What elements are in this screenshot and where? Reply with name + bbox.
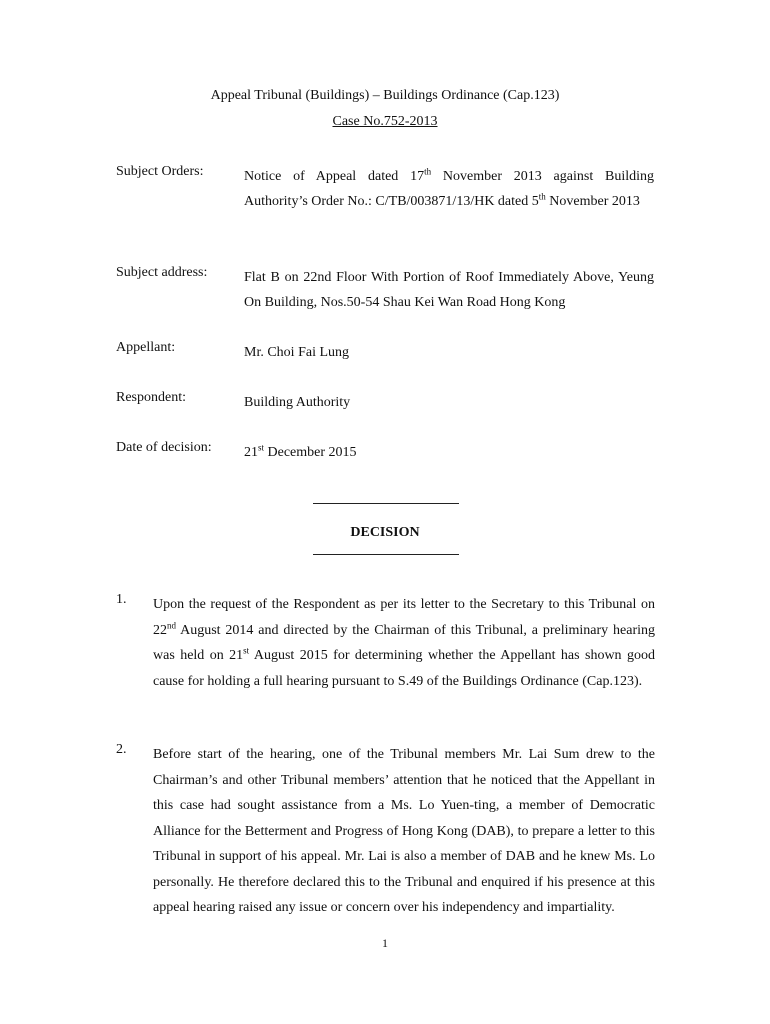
field-label: Respondent: [116, 390, 186, 405]
case-number: Case No.752-2013 [332, 114, 438, 129]
field-label: Subject Orders: [116, 164, 204, 179]
field-value [244, 440, 654, 465]
field-label: Appellant: [116, 340, 176, 355]
page-number: 1 [382, 936, 388, 950]
paragraph-text [153, 592, 655, 694]
field-text: November 2013 against Building Authority’s Order No.: C/TB/003871/13/HK dated 5 [244, 169, 654, 209]
field-text: 21 [244, 445, 258, 460]
field-text: Notice of Appeal dated 17 [244, 169, 425, 184]
paragraph-text: Before start of the hearing, one of the Tribunal members Mr. Lai Sum drew to the Chairman’s and other Tribunal members’ attention that he noticed that the Appellant in this case had sought assistance from a Ms. Lo Yuen-ting, a member of Democratic Alliance for the Betterment and Progress of Hong Kong (DAB), to prepare a letter to this Tribunal in support of his appeal. Mr. Lai is also a member of DAB and he knew Ms. Lo personally. He therefore declared this to the Tribunal and enquired if his presence at this appeal hearing raised any issue or concern over his independency and impartiality. [153, 747, 655, 915]
paragraph-number: 2. [116, 742, 127, 757]
ordinal-suffix: th [424, 166, 432, 177]
ordinal-suffix: st [258, 442, 265, 453]
field-label: Subject address: [116, 265, 208, 280]
divider-bottom [313, 554, 459, 555]
paragraph-segment: August 2015 for determining whether the Appellant has shown good cause for holding a full hearing pursuant to S.49 of the Buildings Ordinance (Cap.123). [153, 648, 655, 689]
ordinal-suffix: nd [167, 619, 176, 630]
paragraph-segment: August 2014 and directed by the Chairman of this Tribunal, a preliminary hearing was held on 21 [153, 622, 655, 663]
field-text: December 2015 [264, 445, 357, 460]
field-label: Date of decision: [116, 440, 212, 455]
field-value: Mr. Choi Fai Lung [244, 345, 350, 360]
field-value: Building Authority [244, 395, 351, 410]
document-heading: Appeal Tribunal (Buildings) – Buildings Ordinance (Cap.123) [210, 88, 560, 103]
paragraph-number: 1. [116, 592, 127, 607]
paragraph-segment: Upon the request of the Respondent as per its letter to the Secretary to this Tribunal on 22 [153, 597, 655, 638]
divider-top [313, 503, 459, 504]
field-text: November 2013 [545, 194, 640, 209]
ordinal-suffix: st [243, 645, 250, 656]
field-value [244, 164, 654, 214]
decision-heading: DECISION [350, 525, 420, 540]
field-value: Flat B on 22nd Floor With Portion of Roof Immediately Above, Yeung On Building, Nos.50-54 Shau Kei Wan Road Hong Kong [244, 270, 654, 310]
ordinal-suffix: th [538, 191, 546, 202]
